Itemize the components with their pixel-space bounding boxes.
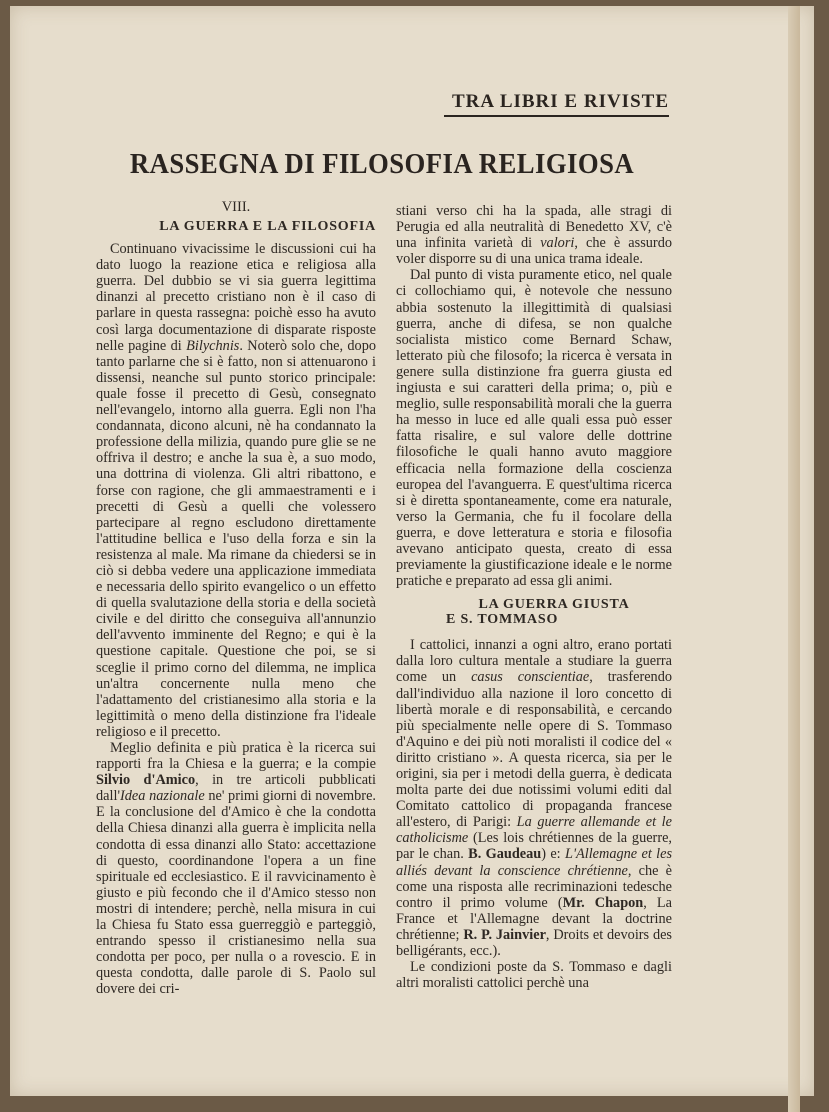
text-run: , Droits et devoirs des belligérants, ecc.).	[396, 926, 672, 960]
page-title: RASSEGNA DI FILOSOFIA RELIGIOSA	[129, 148, 635, 180]
paragraph: Dal punto di vista puramente etico, nel quale ci collochiamo qui, è notevole che nessuno abbia sostenuto la illegittimità di qualsiasi guerra, anche di difesa, se non qualche socialista mistico come Bernard Schaw, letterato più che filosofo; la ricerca è versata in genere sulla distinzione fra guerra giusta ed ingiusta e sui caratteri della prima; o, più e meglio, sulle responsabilità morali che la guerra ha messo in luce ed alle quali essa può esser fatta risalire, e sul valore delle dottrine filosofiche le quali hanno avuto maggiore efficacia nella formazione della coscienza europea del l'avanguerra. E quest'ultima ricerca si è diretta spontaneamente, come era naturale, verso la Germania, che fu il focolare della guerra, e dove letteratura e storia e filosofia avevano anticipato questa, creato di essa previamente la giustificazione ideale e le norme pratiche e preparato ad essa gli animi.	[396, 267, 672, 590]
italic-run: L'Allemagne et les alliés devant la conscience chrétienne	[396, 846, 673, 879]
paragraph	[396, 203, 672, 267]
bold-run: R. P. Jainvier	[463, 926, 546, 943]
page-fold	[788, 6, 800, 1112]
bold-run: Silvio d'Amico	[96, 772, 196, 789]
section-header: TRA LIBRI E RIVISTE	[444, 91, 669, 117]
subsection-heading-line: LA GUERRA GIUSTA	[478, 597, 630, 613]
paragraph	[396, 637, 672, 959]
paragraph: Le condizioni poste da S. Tommaso e dagli altri moralisti cattolici perchè una	[396, 959, 672, 992]
text-run: ) e:	[541, 846, 565, 863]
page-sheet	[10, 6, 814, 1096]
text-run: , trasferendo dall'individuo alla nazione il loro concetto di libertà morale e di responsabilità, e cercando più specialmente nelle opere di S. Tommaso d'Aquino e dei più noti moralisti il codice del « diritto cristiano ». A questa ricerca, sia per le origini, sia per i metodi della guerra, è dedicata molta parte dei due notissimi volumi editi dal Comitato cattolico di propaganda francese all'estero, di Parigi:	[396, 669, 673, 831]
italic-run: La guerre allemande et le catholicisme	[396, 814, 673, 847]
text-run: Meglio definita e più pratica è la ricerca sui rapporti fra la Chiesa e la guerra; e la compie	[96, 740, 376, 773]
text-run: stiani verso chi ha la spada, alle stragi di Perugia ed alla neutralità di Benedetto XV, c'è una infinita varietà di	[396, 203, 672, 252]
bold-run: Mr. Chapon	[562, 894, 644, 911]
italic-run: Bilychnis	[186, 337, 240, 354]
text-run: Continuano vivacissime le discussioni cui ha dato luogo la reazione etica e religiosa alla guerra. Del dubbio se vi sia guerra legittima dinanzi al precetto cristiano non è il caso di parlare in questa rassegna: poichè esso ha avuto così larga documentazione di disparate risposte nelle pagine di	[96, 241, 376, 354]
text-run: I cattolici, innanzi a ogni altro, erano portati dalla loro cultura mentale a studiare la guerra come un	[396, 637, 672, 686]
paragraph	[96, 241, 376, 740]
italic-run: Idea nazionale	[120, 788, 205, 805]
subsection-heading-line: E S. TOMMASO	[446, 612, 559, 628]
section-heading: LA GUERRA E LA FILOSOFIA	[159, 219, 376, 235]
text-run: , che è assurdo voler disporre su di una unica trama ideale.	[396, 235, 672, 268]
bold-run: B. Gaudeau	[468, 846, 542, 863]
text-run: , La France et l'Allemagne devant la doctrine chrétienne;	[396, 894, 673, 943]
text-run: ne' primi giorni di novembre. E la conclusione del d'Amico è che la condotta della Chiesa dinanzi alla guerra è implicita nella condotta di essa dinanzi allo Stato: accettazione di questo, coordinandone l'opera a un fine spirituale ed ecclesiastico. E il ravvicinamento è giusto e più fecondo che il d'Amico stesso non mostri di intendere; perchè, nella misura in cui la Chiesa fu Stato essa guerreggiò e parteggiò, entrando spesso il cristianesimo nella sua condotta per poco, per nulla o a rovescio. E in questa condotta, dalle parole di S. Paolo sul dovere dei cri-	[96, 788, 376, 998]
subsection-heading	[436, 597, 672, 627]
text-run: , in tre articoli pubblicati dall'	[96, 772, 377, 805]
left-column	[96, 199, 376, 998]
text-run: , che è come una risposta alle recriminazioni tedesche contro il primo volume (	[396, 862, 672, 911]
section-numeral: VIII.	[221, 199, 251, 215]
text-run: . Noterò solo che, dopo tanto parlarne che si è fatto, non si attenuarono i dissensi, neanche sul punto storico principale: quale fosse il precetto di Gesù, consegnato nell'evangelo, intorno alla guerra. Egli non l'ha condannata, dicono alcuni, nè ha condannato la professione della milizia, quando pure glie se ne offriva il destro; e anche la sua è, a suo modo, una dottrina di violenza. Gli altri ribattono, e forse con ragione, che gli ammaestramenti e i precetti di Gesù a quelli che volessero partecipare al regno escludono direttamente l'attitudine bellica e l'uso della forza e sin la resistenza al male. Ma rimane da chiedersi se in ciò si debba vedere una applicazione immediata e necessaria dello spirito evangelico o un effetto di quella svalutazione della storia e della società civile e del diritto che conseguiva all'annunzio dell'avvento imminente del Regno; e qui è la questione capitale. Questione che poi, se si sceglie il primo corno del dilemma, ne implica un'altra concernente nulla meno che l'adattamento del cristianesimo alla storia e la legittimità o meno della distinzione fra l'ideale religioso e il precetto.	[96, 337, 376, 740]
paragraph	[96, 740, 376, 998]
text-run: (Les lois chrétiennes de la guerre, par le chan.	[396, 830, 672, 863]
italic-run: valori	[540, 235, 575, 252]
italic-run: casus conscientiae	[471, 669, 590, 686]
right-column	[396, 203, 672, 991]
